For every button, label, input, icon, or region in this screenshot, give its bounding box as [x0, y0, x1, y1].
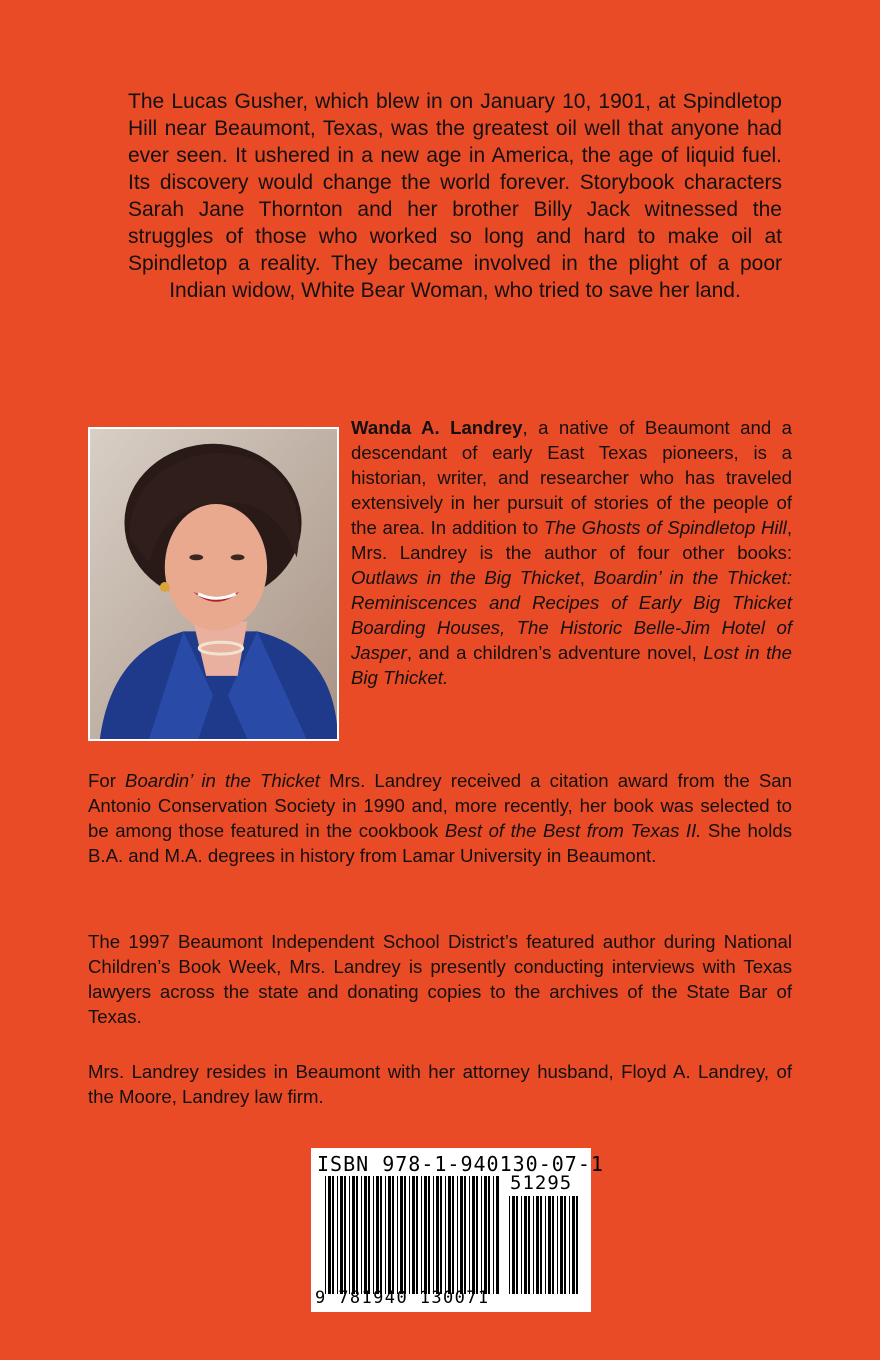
author-bio-section — [88, 415, 792, 745]
bio-paragraph-4: Mrs. Landrey resides in Beaumont with her attorney husband, Floyd A. Landrey, of the Moore, Landrey law firm. — [88, 1061, 792, 1107]
cover-blurb: The Lucas Gusher, which blew in on January 10, 1901, at Spindletop Hill near Beaumont, Texas, was the greatest oil well that anyone had ever seen. It ushered in a new age in America, the age of liquid fuel. Its discovery would change the world forever. Storybook characters Sarah Jane Thornton and her brother Billy Jack witnessed the struggles of those who worked so long and hard to make oil at Spindletop a reality. They became involved in the plight of a poor Indian widow, White Bear Woman, who tried to save her land. — [128, 90, 782, 302]
bio-paragraph-3: The 1997 Beaumont Independent School District’s featured author during National Children’s Book Week, Mrs. Landrey is presently conducting interviews with Texas lawyers across the state and donating copies to the archives of the State Bar of Texas. — [88, 931, 792, 1027]
isbn-barcode — [311, 1148, 604, 1312]
author-name: Wanda A. Landrey — [351, 417, 523, 438]
book-title: Lost in the Big Thicket. — [351, 642, 792, 688]
book-title: The Ghosts of Spindletop Hill — [543, 517, 787, 538]
ean-digits: 9 781940 130071 — [315, 1288, 490, 1308]
book-title: Boardin’ in the Thicket: Reminiscences and Recipes of Early Big Thicket Boarding Houses, The Historic Belle-Jim Hotel of Jasper — [351, 567, 792, 663]
author-portrait-image — [90, 429, 337, 739]
book-title: Best of the Best from Texas II. — [444, 820, 702, 841]
author-photo — [88, 427, 339, 741]
book-title: Outlaws in the Big Thicket — [351, 567, 580, 588]
ean-barcode-bars — [325, 1176, 501, 1294]
book-title: Boardin’ in the Thicket — [125, 770, 320, 791]
isbn-text: ISBN 978-1-940130-07-1 — [317, 1152, 604, 1176]
price-code: 51295 — [510, 1172, 573, 1194]
addon-barcode-bars — [509, 1196, 581, 1294]
bio-paragraph-2: For Boardin’ in the Thicket Mrs. Landrey received a citation award from the San Antonio Conservation Society in 1990 and, more recently, her book was selected to be among those featured in the cookbook Best of the Best from Texas II. She holds B.A. and M.A. degrees in history from Lamar University in Beaumont. — [88, 770, 792, 866]
bio-paragraph-1: Wanda A. Landrey, a native of Beaumont and a descendant of early East Texas pioneers, is a historian, writer, and researcher who has traveled extensively in her pursuit of stories of the people of the area. In addition to The Ghosts of Spindletop Hill, Mrs. Landrey is the author of four other books: Outlaws in the Big Thicket, Boardin’ in the Thicket: Reminiscences and Recipes of Early Big Thicket Boarding Houses, The Historic Belle-Jim Hotel of Jasper, and a children’s adventure novel, Lost in the Big Thicket. — [351, 417, 792, 688]
